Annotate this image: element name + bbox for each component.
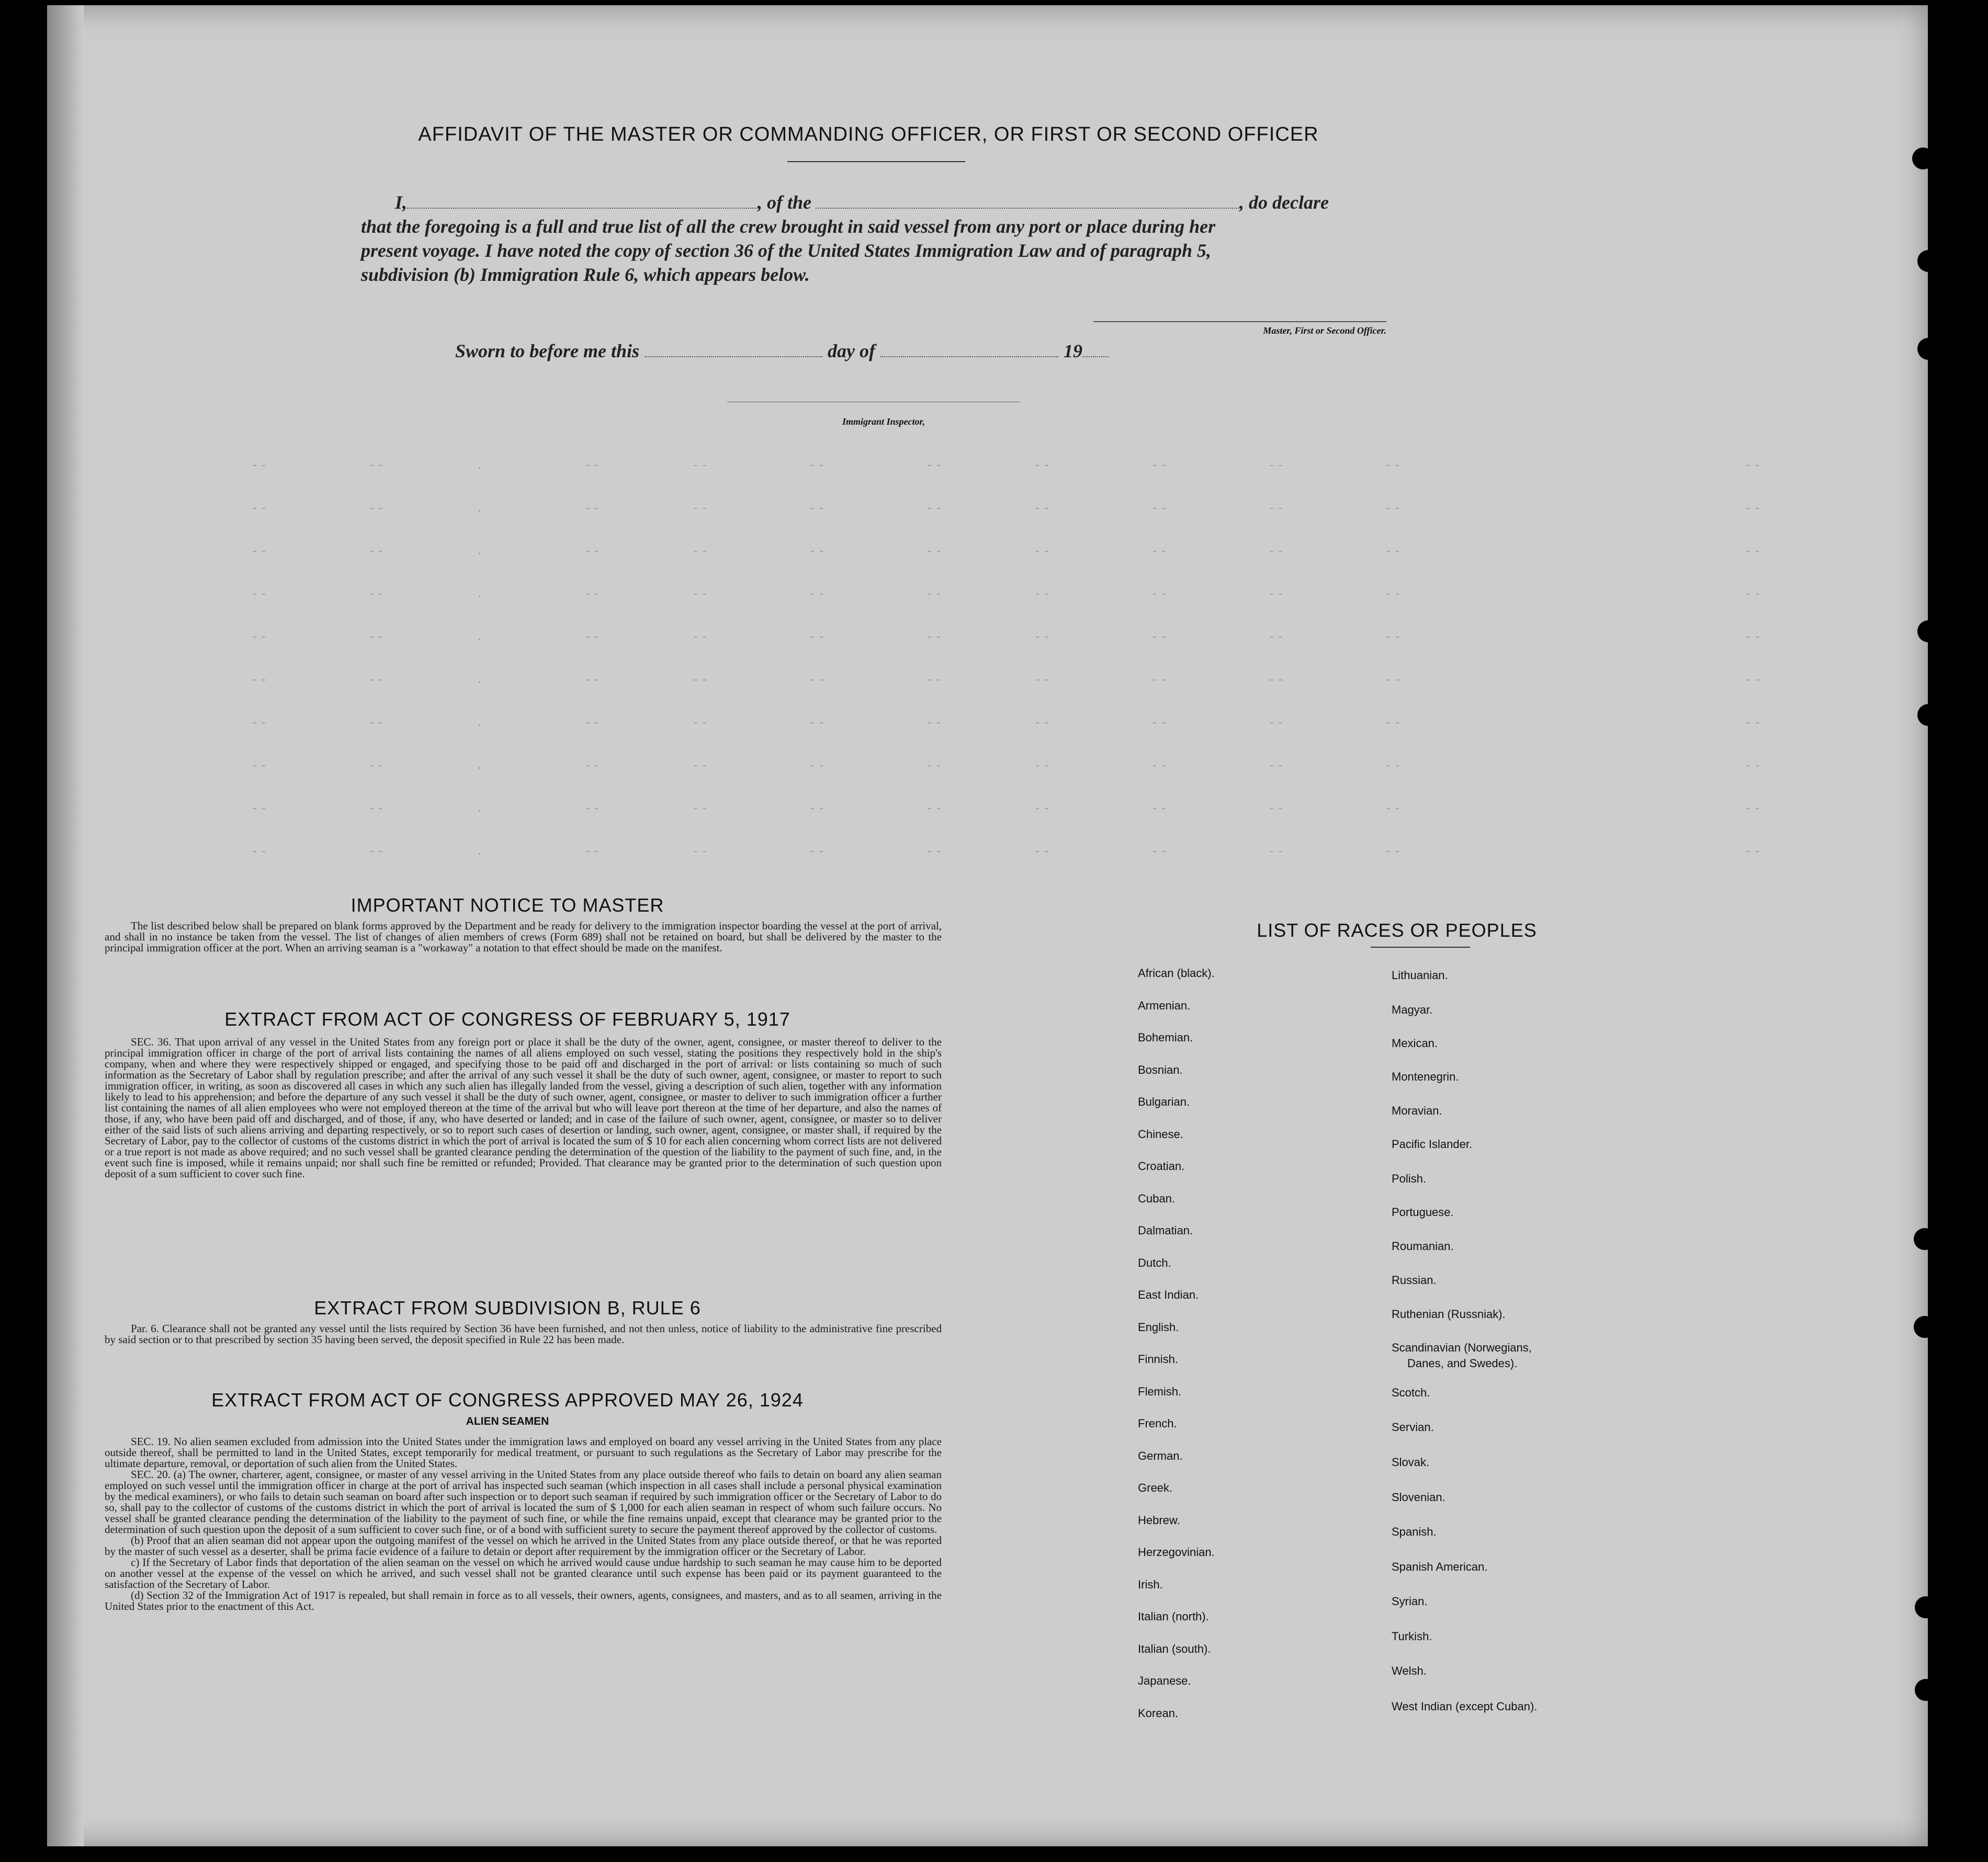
binder-hole	[1917, 338, 1939, 360]
day-of-label: day of	[828, 340, 876, 361]
extract-1917-title: EXTRACT FROM ACT OF CONGRESS OF FEBRUARY 5, 1917	[224, 1008, 790, 1030]
extract-1924-title: EXTRACT FROM ACT OF CONGRESS APPROVED MAY 26, 1924	[211, 1389, 804, 1411]
vessel-name-field[interactable]	[816, 208, 1239, 209]
race-item: Pacific Islander.	[1392, 1138, 1473, 1151]
race-item: Danes, and Swedes).	[1407, 1357, 1518, 1370]
race-item: Ruthenian (Russniak).	[1392, 1308, 1506, 1321]
sworn-year-field[interactable]	[1082, 356, 1109, 357]
race-item: Greek.	[1138, 1481, 1173, 1494]
race-item: Scotch.	[1392, 1386, 1430, 1399]
sworn-day-field[interactable]	[645, 356, 822, 357]
race-item: Lithuanian.	[1392, 969, 1448, 982]
race-item: Irish.	[1138, 1577, 1163, 1591]
rule-6-title: EXTRACT FROM SUBDIVISION B, RULE 6	[314, 1297, 701, 1319]
race-item: Dalmatian.	[1138, 1224, 1193, 1237]
section-19-paragraph: SEC. 19. No alien seamen excluded from admission into the United States under the immigration laws and employed on board any vessel arriving in the United States from any place outside thereof, shall be permitted to land in the United States, except temporarily for medical treatment, or pursuant to such regulations as the Secretary of Labor may prescribe for the ultimate departure, removal, or deportation of such alien from the United States.	[105, 1435, 942, 1470]
race-item: Moravian.	[1392, 1104, 1442, 1117]
race-item: Italian (north).	[1138, 1610, 1209, 1623]
title-underline	[787, 161, 965, 162]
race-item: Roumanian.	[1392, 1240, 1454, 1253]
race-item: Japanese.	[1138, 1674, 1191, 1687]
race-item: English.	[1138, 1320, 1179, 1334]
race-item: Montenegrin.	[1392, 1070, 1459, 1083]
race-item: Finnish.	[1138, 1353, 1179, 1366]
section-20a-paragraph: SEC. 20. (a) The owner, charterer, agent, consignee, or master of any vessel arriving in the United States from any place outside thereof who fails to detain on board any alien seaman employed on such vessel until the immigration officer in charge at the port of arrival has inspected such seaman (which inspection in all cases shall include a personal physical examination by the medical examiners), or who fails to detain such seaman on board after such inspection or to deport such seaman if required by such immigration officer or the Secretary of Labor to do so, shall pay to the collector of customs of the customs district in which the port of arrival is located the sum of $ 1,000 for each alien seaman in respect of whom such failure occurs. No vessel shall be granted clearance pending the determination of the liability to the payment of such fine, or while the fine remains unpaid, except that clearance may be granted prior to the determination of such question upon the deposit of a sum sufficient to cover such fine, or of a bond with sufficient surety to secure the payment thereof approved by the collector of customs.	[105, 1468, 942, 1536]
race-item: Spanish American.	[1392, 1560, 1488, 1573]
notice-title: IMPORTANT NOTICE TO MASTER	[351, 894, 664, 916]
races-title: LIST OF RACES OR PEOPLES	[1257, 919, 1537, 941]
binder-hole	[1915, 1679, 1937, 1701]
race-item: Bulgarian.	[1138, 1095, 1190, 1108]
year-prefix: 19	[1064, 340, 1083, 361]
affidavit-do-declare: , do declare	[1239, 192, 1329, 213]
binder-hole	[1914, 1228, 1936, 1250]
affidavit-statement	[361, 190, 1439, 287]
inspector-label: Immigrant Inspector,	[842, 416, 925, 427]
signature-label: Master, First or Second Officer.	[1263, 325, 1386, 336]
section-36-paragraph: SEC. 36. That upon arrival of any vessel in the United States from any foreign port or place it shall be the duty of the owner, agent, consignee, or master thereof to deliver to the principal immigration officer in charge of the port of arrival lists containing the names of all aliens employed on such vessel, stating the positions they respectively hold in the ship's company, when and where they were respectively shipped or engaged, and specifying those to be paid off and discharged in the port of arrival: or lists containing so much of such information as the Secretary of Labor shall by regulation prescribe; and after the arrival of any such vessel it shall be the duty of such owner, agent, consignee, or master to report to such immigration officer, in writing, as soon as discovered all cases in which any such alien has illegally landed from the vessel, giving a description of such alien, together with any information likely to lead to his apprehension; and before the departure of any such vessel it shall be the duty of such owner, agent, consignee, or master to deliver to such immigration officer a further list containing the names of all alien employees who were not employed thereon at the time of the arrival but who will leave port thereon at the time of her departure, and also the names of those, if any, who have been paid off and discharged, and of those, if any, who have deserted or landed; and in case of the failure of such owner, agent, consignee, or master so to deliver either of the said lists of such aliens arriving and departing respectively, or so to report such cases of desertion or landing, such owner, agent, consignee, or master shall, if required by the Secretary of Labor, pay to the collector of customs of the customs district in which the port of arrival is located the sum of $ 10 for each alien concerning whom correct lists are not delivered or a true report is not made as above required; and no such vessel shall be granted clearance pending the determination of the question of the liability to the payment of such fine, and, in the event such fine is imposed, while it remains unpaid; nor shall such fine be remitted or refunded; Provided. That clearance may be granted prior to the determination of such question upon deposit of a sum sufficient to cover such fine.	[105, 1036, 942, 1180]
race-item: Herzegovinian.	[1138, 1546, 1215, 1559]
sworn-label: Sworn to before me this	[455, 340, 640, 361]
race-item: Croatian.	[1138, 1160, 1185, 1173]
race-item: Bosnian.	[1138, 1063, 1183, 1076]
extract-1917-text	[105, 1037, 942, 1179]
binder-hole	[1915, 1596, 1937, 1618]
signature-line[interactable]	[1093, 321, 1386, 322]
race-item: Flemish.	[1138, 1384, 1182, 1398]
race-item: Bohemian.	[1138, 1031, 1193, 1044]
race-item: Dutch.	[1138, 1256, 1171, 1269]
binder-hole	[1917, 250, 1939, 272]
race-item: West Indian (except Cuban).	[1392, 1700, 1538, 1713]
affidavit-of-the: , of the	[758, 192, 812, 213]
notice-text	[105, 921, 942, 953]
binder-hole	[1914, 1316, 1936, 1338]
race-item: Magyar.	[1392, 1003, 1433, 1016]
race-item: Turkish.	[1392, 1630, 1432, 1643]
affidavit-line-4: subdivision (b) Immigration Rule 6, which appears below.	[361, 264, 810, 285]
sworn-statement	[455, 339, 1109, 363]
document-page	[47, 5, 1928, 1846]
extract-1924-text	[105, 1436, 942, 1612]
sworn-month-field[interactable]	[880, 356, 1058, 357]
races-title-underline	[1371, 947, 1470, 948]
rule-6-paragraph: Par. 6. Clearance shall not be granted any vessel until the lists required by Section 36 have been furnished, and not then unless, notice of liability to the administrative fine prescribed by said section or to that prescribed by section 35 having been served, the deposit specified in Rule 22 has been made.	[105, 1322, 942, 1346]
binder-hole	[1912, 147, 1934, 169]
race-item: East Indian.	[1138, 1288, 1199, 1301]
page-edge-shadow	[47, 5, 84, 1846]
race-item: Scandinavian (Norwegians,	[1392, 1341, 1532, 1354]
section-20c-paragraph: c) If the Secretary of Labor finds that deportation of the alien seaman on the vessel on which he arrived would cause undue hardship to such seaman he may cause him to be deported on another vessel at the expense of the vessel on which he arrived, and such vessel shall not be granted clearance until such expense has been paid or its payment guaranteed to the satisfaction of the Secretary of Labor.	[105, 1556, 942, 1591]
race-item: Chinese.	[1138, 1127, 1183, 1141]
race-item: Spanish.	[1392, 1525, 1437, 1538]
race-item: Slovenian.	[1392, 1491, 1445, 1504]
race-item: Servian.	[1392, 1421, 1434, 1434]
section-20d-paragraph: (d) Section 32 of the Immigration Act of 1917 is repealed, but shall remain in force as to all vessels, their owners, agents, consignees, and masters, and as to all seamen, arriving in the United States prior to the enactment of this Act.	[105, 1589, 942, 1613]
bleed-through-marks: -- -- . -- -- -- -- -- -- -- -- -- -- -- . -- -- -- -- -- -- -- -- -- -- -- . -- -- -- -- -- -- -- -- -- -- -- . -- -- -- -- -- -- -- -- -- -- -- . -- -- -- -- -- -- -- -- -- -- -- . -- -- -- -- -- -- -- -- -- -- -- . -- -- -- -- -- -- -- -- -- -- -- . -- -- -- -- -- -- -- -- -- -- -- . -- -- -- -- -- -- -- -- -- -- -- . -- -- -- -- -- -- -- -- --	[251, 459, 1763, 858]
race-item: Armenian.	[1138, 998, 1191, 1012]
affidavit-title: AFFIDAVIT OF THE MASTER OR COMMANDING OFFICER, OR FIRST OR SECOND OFFICER	[418, 123, 1319, 145]
race-item: German.	[1138, 1449, 1183, 1462]
race-item: Welsh.	[1392, 1664, 1427, 1677]
master-name-field[interactable]	[407, 208, 758, 209]
race-item: Italian (south).	[1138, 1642, 1211, 1655]
race-item: Portuguese.	[1392, 1206, 1454, 1219]
affidavit-line-3: present voyage. I have noted the copy of section 36 of the United States Immigration Law and of paragraph 5,	[361, 240, 1211, 261]
race-item: Mexican.	[1392, 1037, 1438, 1050]
race-item: Hebrew.	[1138, 1513, 1180, 1527]
affidavit-i-label: I,	[395, 192, 408, 213]
race-item: Slovak.	[1392, 1456, 1430, 1469]
binder-hole	[1917, 704, 1939, 726]
notice-paragraph: The list described below shall be prepared on blank forms approved by the Department and be ready for delivery to the immigration inspector boarding the vessel at the port of arrival, and shall in no instance be taken from the vessel. The list of changes of alien members of crews (Form 689) shall not be retained on board, but shall be delivered by the master to the principal immigration officer at the port. When an arriving seaman is a "workaway" a notation to that effect should be made on the manifest.	[105, 919, 942, 954]
race-item: Syrian.	[1392, 1595, 1428, 1608]
rule-6-text	[105, 1323, 942, 1345]
section-20b-paragraph: (b) Proof that an alien seaman did not appear upon the outgoing manifest of the vessel on which he arrived in the United States from any place outside thereof, or that he was reported by the master of such vessel as a deserter, shall be prima facie evidence of a failure to detain or deport after requirement by the immigration officer or the Secretary of Labor.	[105, 1534, 942, 1558]
race-item: Polish.	[1392, 1172, 1427, 1185]
race-item: Russian.	[1392, 1274, 1437, 1287]
race-item: African (black).	[1138, 967, 1215, 980]
binder-hole	[1917, 620, 1939, 642]
alien-seamen-subtitle: ALIEN SEAMEN	[466, 1415, 549, 1427]
race-item: Cuban.	[1138, 1191, 1175, 1205]
race-item: French.	[1138, 1417, 1177, 1430]
race-item: Korean.	[1138, 1706, 1179, 1720]
affidavit-line-2: that the foregoing is a full and true list of all the crew brought in said vessel from any port or place during her	[361, 216, 1216, 237]
